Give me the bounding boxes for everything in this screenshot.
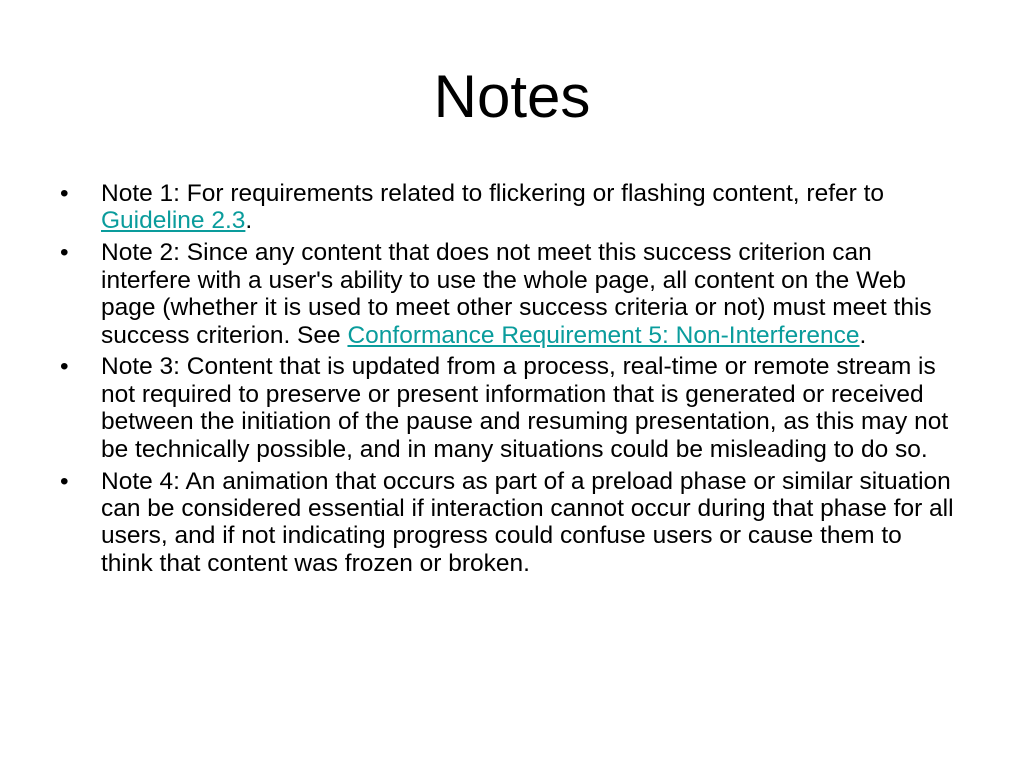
note-4-text: Note 4: An animation that occurs as part of a preload phase or similar situation can be considered essential if interaction cannot occur during that phase for all users, and if not indicating progress could confuse users or cause them to think that content was frozen or broken. [101, 467, 954, 577]
bullet-icon: • [60, 180, 69, 207]
note-2-text: Note 2: Since any content that does not meet this success criterion can interfere with a user's ability to use the whole page, all content on the Web page (whether it is used to meet other success criteria or not) must meet this success criterion. See [101, 239, 932, 349]
note-item-3 [60, 353, 960, 463]
note-item-4 [60, 468, 960, 578]
note-1-text: Note 1: For requirements related to flickering or flashing content, refer to [101, 180, 885, 207]
note-1-text-end: . [245, 207, 253, 235]
guideline-2-3-link[interactable]: Guideline 2.3 [101, 207, 246, 235]
bullet-icon: • [60, 353, 69, 381]
notes-list [60, 180, 960, 582]
conformance-requirement-link[interactable]: Conformance Requirement 5: Non-Interference [347, 321, 860, 349]
note-item-2 [60, 239, 960, 349]
bullet-icon: • [60, 239, 69, 267]
note-3-text: Note 3: Content that is updated from a process, real-time or remote stream is not required to preserve or present information that is generated or received between the initiation of the pause and resuming presentation, as this may not be technically possible, and in many situations could be misleading to do so. [101, 353, 949, 463]
note-item-1 [60, 180, 960, 235]
note-2-text-end: . [859, 321, 867, 349]
slide-title: Notes [433, 63, 591, 130]
bullet-icon: • [60, 467, 69, 495]
